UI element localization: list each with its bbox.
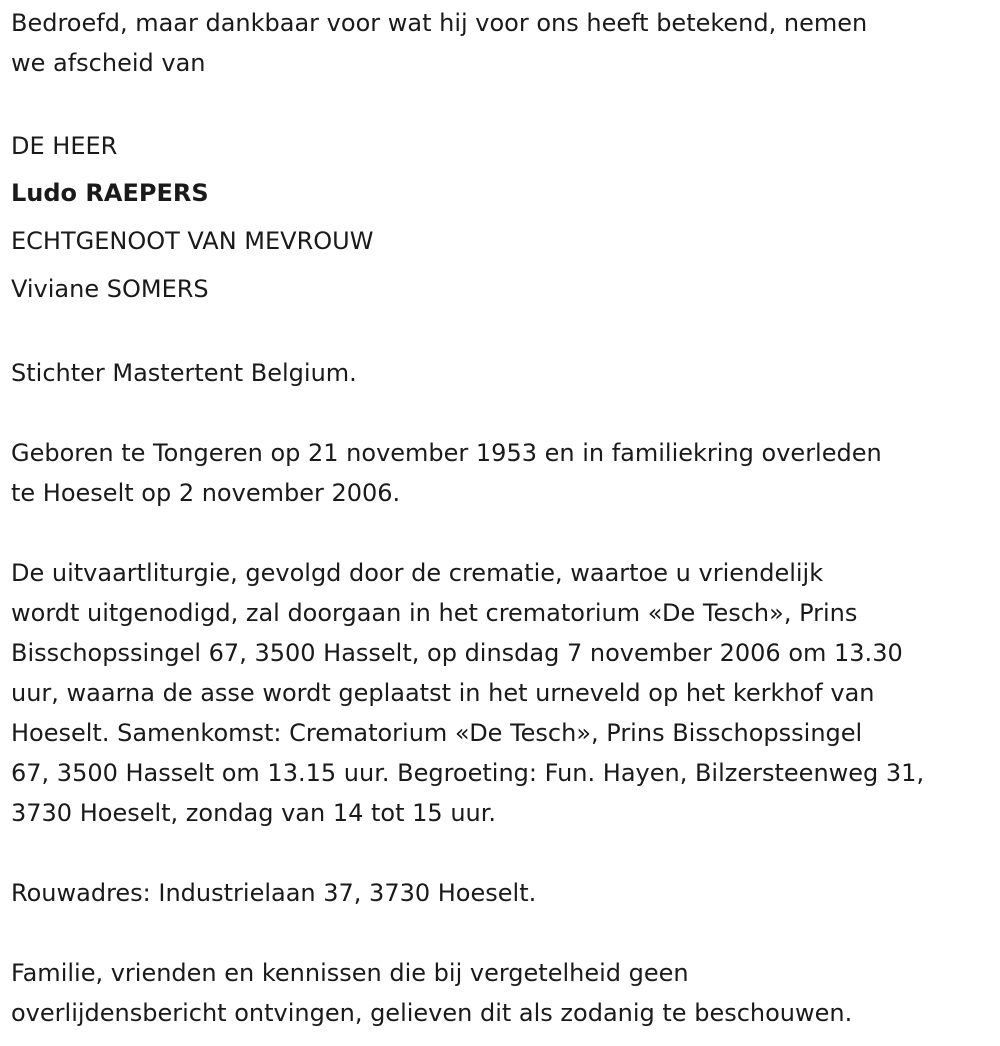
closing-paragraph <box>11 953 1000 1033</box>
birth-death-paragraph <box>11 433 1000 513</box>
funeral-paragraph <box>11 553 1000 833</box>
funeral-line: Bisschopssingel 67, 3500 Hasselt, op dinsdag 7 november 2006 om 13.30 <box>11 639 903 667</box>
spouse-name: Viviane SOMERS <box>11 275 209 303</box>
intro-line: Bedroefd, maar dankbaar voor wat hij voor ons heeft betekend, nemen <box>11 9 868 37</box>
relation-line: ECHTGENOOT VAN MEVROUW <box>11 227 374 255</box>
spacer <box>11 913 1000 953</box>
deceased-name: Ludo RAEPERS <box>11 179 209 207</box>
intro-paragraph <box>11 3 1000 83</box>
obituary-notice <box>11 3 1000 1033</box>
closing-line: Familie, vrienden en kennissen die bij vergetelheid geen <box>11 959 689 987</box>
spacer <box>11 513 1000 553</box>
spacer <box>11 393 1000 433</box>
funeral-line: 3730 Hoeselt, zondag van 14 tot 15 uur. <box>11 799 497 827</box>
role-line: Stichter Mastertent Belgium. <box>11 359 357 387</box>
intro-line: we afscheid van <box>11 49 206 77</box>
funeral-line: wordt uitgenodigd, zal doorgaan in het crematorium «De Tesch», Prins <box>11 599 858 627</box>
honorific: DE HEER <box>11 132 118 160</box>
birth-death-line: Geboren te Tongeren op 21 november 1953 en in familiekring overleden <box>11 439 882 467</box>
funeral-line: Hoeselt. Samenkomst: Crematorium «De Tesch», Prins Bisschopssingel <box>11 719 863 747</box>
funeral-line: uur, waarna de asse wordt geplaatst in het urneveld op het kerkhof van <box>11 679 875 707</box>
spacer <box>11 83 1000 123</box>
birth-death-line: te Hoeselt op 2 november 2006. <box>11 479 401 507</box>
mourning-address: Rouwadres: Industrielaan 37, 3730 Hoeselt. <box>11 879 537 907</box>
funeral-line: 67, 3500 Hasselt om 13.15 uur. Begroeting: Fun. Hayen, Bilzersteenweg 31, <box>11 759 925 787</box>
name-block <box>11 123 1000 313</box>
closing-line: overlijdensbericht ontvingen, gelieven dit als zodanig te beschouwen. <box>11 999 853 1027</box>
spacer <box>11 833 1000 873</box>
spacer <box>11 313 1000 353</box>
funeral-line: De uitvaartliturgie, gevolgd door de crematie, waartoe u vriendelijk <box>11 559 824 587</box>
